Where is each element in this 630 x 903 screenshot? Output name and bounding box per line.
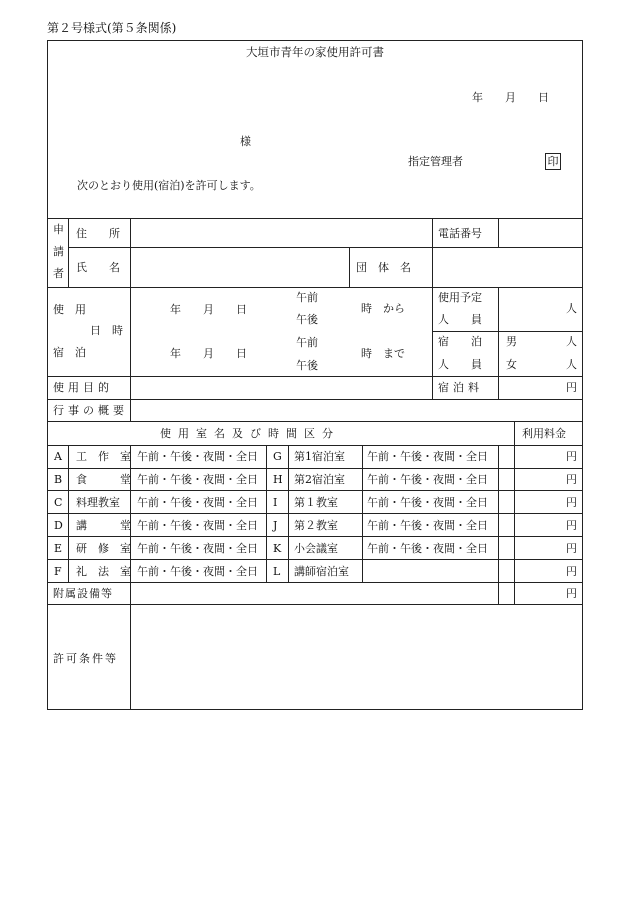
- divider: [47, 376, 583, 377]
- applicant-label: 申: [53, 223, 64, 236]
- divider: [514, 421, 515, 445]
- yen-unit: 円: [566, 519, 577, 532]
- room-code: G: [273, 450, 282, 463]
- permit-form: [47, 40, 583, 710]
- seal-box: 印: [545, 153, 561, 170]
- person-unit: 人: [566, 302, 577, 315]
- room-name: 第2宿泊室: [294, 473, 345, 486]
- planned-people-label: 使用予定: [438, 291, 482, 304]
- room-code: K: [273, 542, 282, 555]
- divider: [130, 287, 131, 399]
- divider: [432, 247, 433, 287]
- stay-people-label: 人 員: [438, 358, 482, 371]
- room-code: I: [273, 496, 278, 509]
- room-code: B: [54, 473, 63, 486]
- pm-label: 午後: [296, 313, 318, 326]
- room-name: 工 作 室: [76, 450, 131, 463]
- from-label: 時 から: [361, 302, 405, 315]
- divider: [514, 445, 515, 604]
- divider: [130, 582, 131, 604]
- time-slots: 午前・午後・夜間・全日: [137, 565, 258, 578]
- datetime-label: 日 時: [90, 324, 123, 337]
- am-label: 午前: [296, 291, 318, 304]
- yen-unit: 円: [566, 381, 577, 394]
- divider: [130, 604, 131, 710]
- room-code: F: [54, 565, 62, 578]
- room-name: 第２教室: [294, 519, 338, 532]
- name-label: 氏 名: [76, 261, 120, 274]
- yen-unit: 円: [566, 450, 577, 463]
- female-label: 女: [506, 358, 517, 371]
- address-label: 住 所: [76, 227, 120, 240]
- applicant-label: 者: [53, 267, 64, 280]
- time-slots: 午前・午後・夜間・全日: [367, 473, 488, 486]
- permit-statement: 次のとおり使用(宿泊)を許可します。: [77, 179, 261, 192]
- stay-people-label: 宿 泊: [438, 335, 482, 348]
- purpose-label: 使用目的: [53, 381, 113, 394]
- divider: [498, 287, 499, 399]
- conditions-label: 許可条件等: [53, 652, 118, 665]
- male-label: 男: [506, 335, 517, 348]
- pm-label: 午後: [296, 359, 318, 372]
- time-slots: 午前・午後・夜間・全日: [367, 519, 488, 532]
- room-name: 第1宿泊室: [294, 450, 345, 463]
- room-name: 講師宿泊室: [294, 565, 349, 578]
- room-code: J: [273, 519, 278, 532]
- divider: [47, 468, 583, 469]
- time-slots: 午前・午後・夜間・全日: [137, 519, 258, 532]
- divider: [47, 287, 583, 288]
- stay-label: 宿 泊: [53, 346, 86, 359]
- yen-unit: 円: [566, 565, 577, 578]
- divider: [130, 399, 131, 421]
- manager-label: 指定管理者: [408, 155, 463, 168]
- yen-unit: 円: [566, 542, 577, 555]
- divider: [432, 331, 583, 332]
- divider: [362, 445, 363, 582]
- addressee-suffix: 様: [240, 135, 251, 148]
- person-unit: 人: [566, 358, 577, 371]
- divider: [68, 445, 69, 582]
- applicant-label: 請: [53, 245, 64, 258]
- usage-date: 年 月 日: [170, 303, 247, 316]
- time-slots: 午前・午後・夜間・全日: [137, 473, 258, 486]
- divider: [349, 247, 350, 287]
- phone-label: 電話番号: [438, 227, 482, 240]
- event-summary-label: 行事の概要: [53, 404, 128, 417]
- issue-date: 年 月 日: [472, 91, 549, 104]
- time-slots: 午前・午後・夜間・全日: [367, 496, 488, 509]
- divider: [47, 421, 583, 422]
- divider: [47, 218, 583, 219]
- divider: [432, 218, 433, 247]
- room-name: 講 堂: [76, 519, 131, 532]
- room-code: L: [273, 565, 281, 578]
- time-slots: 午前・午後・夜間・全日: [137, 542, 258, 555]
- form-number: 第２号様式(第５条関係): [47, 21, 177, 35]
- equipment-label: 附属設備等: [53, 587, 113, 600]
- stay-fee-label: 宿泊料: [438, 381, 483, 394]
- room-code: A: [54, 450, 62, 463]
- divider: [47, 604, 583, 605]
- divider: [68, 247, 583, 248]
- time-slots: 午前・午後・夜間・全日: [137, 450, 258, 463]
- divider: [47, 399, 583, 400]
- fee-header: 利用料金: [522, 427, 566, 440]
- yen-unit: 円: [566, 496, 577, 509]
- divider: [47, 536, 583, 537]
- time-slots: 午前・午後・夜間・全日: [367, 450, 488, 463]
- yen-unit: 円: [566, 473, 577, 486]
- am-label: 午前: [296, 336, 318, 349]
- room-code: H: [273, 473, 283, 486]
- time-slots: 午前・午後・夜間・全日: [137, 496, 258, 509]
- group-name-label: 団 体 名: [356, 261, 411, 274]
- divider: [47, 490, 583, 491]
- usage-label: 使 用: [53, 303, 86, 316]
- room-code: E: [54, 542, 63, 555]
- room-code: D: [54, 519, 63, 532]
- divider: [47, 445, 583, 446]
- room-name: 料理教室: [76, 496, 120, 509]
- divider: [130, 445, 131, 582]
- room-code: C: [54, 496, 63, 509]
- room-name: 研 修 室: [76, 542, 131, 555]
- divider: [47, 559, 583, 560]
- until-label: 時 まで: [361, 347, 405, 360]
- room-name: 礼 法 室: [76, 565, 131, 578]
- room-name: 食 堂: [76, 473, 131, 486]
- time-slots: 午前・午後・夜間・全日: [367, 542, 488, 555]
- divider: [498, 445, 499, 604]
- rooms-header: 使用室名及び時間区分: [160, 427, 340, 440]
- divider: [68, 218, 69, 287]
- person-unit: 人: [566, 335, 577, 348]
- planned-people-label: 人 員: [438, 313, 482, 326]
- divider: [288, 445, 289, 582]
- room-name: 第１教室: [294, 496, 338, 509]
- document-title: 大垣市青年の家使用許可書: [246, 45, 384, 59]
- divider: [498, 218, 499, 247]
- stay-date: 年 月 日: [170, 347, 247, 360]
- divider: [47, 582, 583, 583]
- room-name: 小会議室: [294, 542, 338, 555]
- yen-unit: 円: [566, 587, 577, 600]
- divider: [266, 445, 267, 582]
- divider: [130, 218, 131, 287]
- divider: [432, 287, 433, 399]
- divider: [47, 513, 583, 514]
